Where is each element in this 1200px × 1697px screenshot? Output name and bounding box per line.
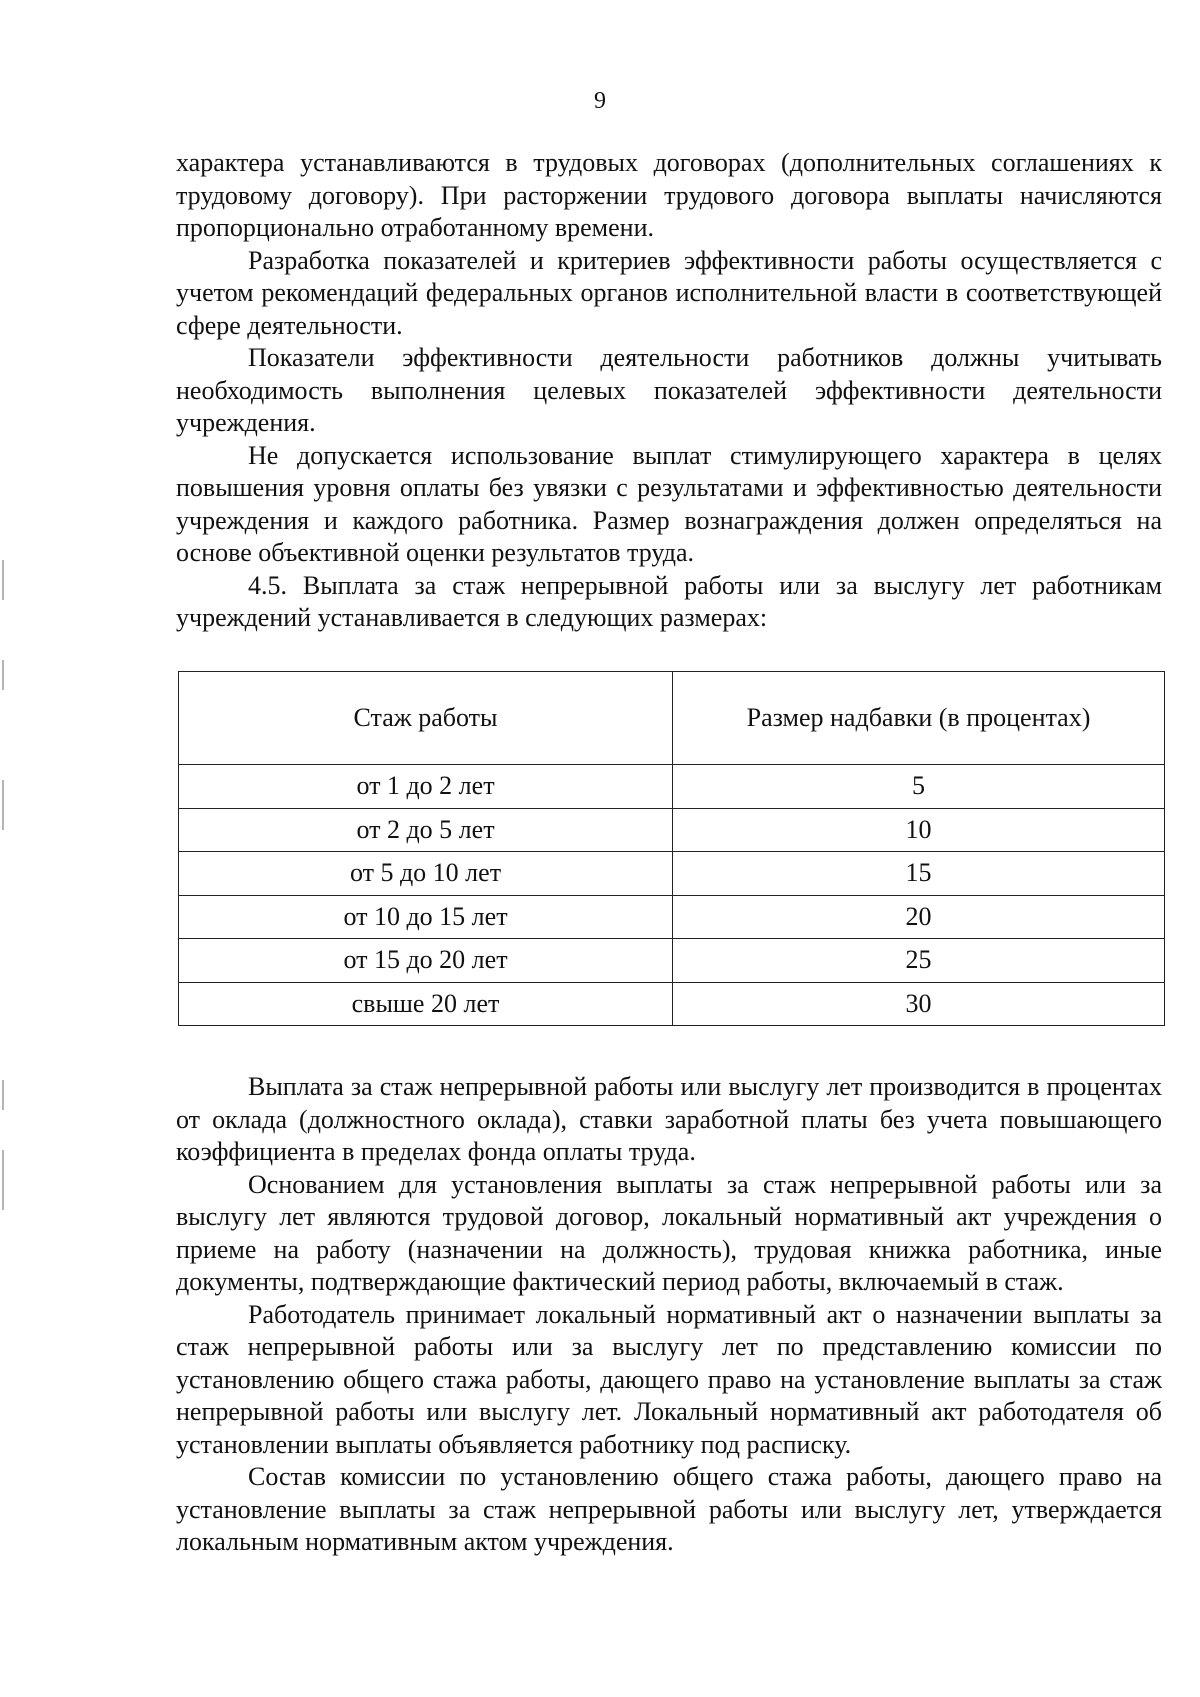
- paragraph-payment-basis: Выплата за стаж непрерывной работы или выслугу лет производится в процентах от оклада (должностного оклада), ставки заработной платы без учета повышающего коэффициента в пределах фонда оплаты труда.: [176, 1072, 1162, 1166]
- table-row: [179, 895, 1165, 939]
- table-header-row: [179, 672, 1165, 765]
- seniority-table-container: [178, 671, 1164, 1026]
- cell-bonus: 30: [673, 982, 1165, 1026]
- paragraph-criteria: Разработка показателей и критериев эффективности работы осуществляется с учетом рекомендаций федеральных органов исполнительной власти в соответствующей сфере деятельности.: [176, 245, 1162, 340]
- cell-bonus: 15: [673, 852, 1165, 896]
- cell-seniority: от 15 до 20 лет: [179, 939, 673, 983]
- table-row: [179, 939, 1165, 983]
- paragraph-employer-act: Работодатель принимает локальный нормативный акт о назначении выплаты за стаж непрерывной работы или за выслугу лет по представлению комиссии по установлению общего стажа работы, дающего право на установление выплаты за стаж непрерывной работы или выслугу лет. Локальный нормативный акт работодателя об установлении выплаты объявляется работнику под расписку.: [176, 1299, 1162, 1459]
- body-text-bottom: [176, 1071, 1162, 1559]
- cell-bonus: 25: [673, 939, 1165, 983]
- header-bonus-percent: Размер надбавки (в процентах): [673, 672, 1165, 765]
- cell-seniority: от 1 до 2 лет: [179, 765, 673, 809]
- body-text-top: [176, 147, 1162, 635]
- paragraph-section-4-5: 4.5. Выплата за стаж непрерывной работы или за выслугу лет работникам учреждений устанавливается в следующих размерах:: [176, 570, 1162, 632]
- table-row: [179, 808, 1165, 852]
- cell-seniority: свыше 20 лет: [179, 982, 673, 1026]
- cell-seniority: от 2 до 5 лет: [179, 808, 673, 852]
- cell-seniority: от 5 до 10 лет: [179, 852, 673, 896]
- cell-bonus: 20: [673, 895, 1165, 939]
- paragraph-commission: Состав комиссии по установлению общего стажа работы, дающего право на установление выплаты за стаж непрерывной работы или выслугу лет, утверждается локальным нормативным актом учреждения.: [176, 1462, 1162, 1556]
- scan-margin-marks: [0, 0, 6, 1697]
- paragraph-documents: Основанием для установления выплаты за стаж непрерывной работы или за выслугу лет являются трудовой договор, локальный нормативный акт учреждения о приеме на работу (назначении на должность), трудовая книжка работника, иные документы, подтверждающие фактический период работы, включаемый в стаж.: [176, 1169, 1162, 1296]
- header-seniority: Стаж работы: [179, 672, 673, 765]
- cell-bonus: 10: [673, 808, 1165, 852]
- paragraph-indicators: Показатели эффективности деятельности работников должны учитывать необходимость выполнения целевых показателей эффективности деятельности учреждения.: [176, 343, 1162, 437]
- paragraph-restriction: Не допускается использование выплат стимулирующего характера в целях повышения уровня оплаты без увязки с результатами и эффективностью деятельности учреждения и каждого работника. Размер вознаграждения должен определяться на основе объективной оценки результатов труда.: [176, 440, 1162, 567]
- table-row: [179, 765, 1165, 809]
- seniority-bonus-table: [178, 671, 1165, 1026]
- cell-seniority: от 10 до 15 лет: [179, 895, 673, 939]
- page-number: 9: [594, 88, 606, 114]
- paragraph-continuation: характера устанавливаются в трудовых договорах (дополнительных соглашениях к трудовому договору). При расторжении трудового договора выплаты начисляются пропорционально отработанному времени.: [176, 148, 1162, 242]
- table-row: [179, 852, 1165, 896]
- cell-bonus: 5: [673, 765, 1165, 809]
- table-row: [179, 982, 1165, 1026]
